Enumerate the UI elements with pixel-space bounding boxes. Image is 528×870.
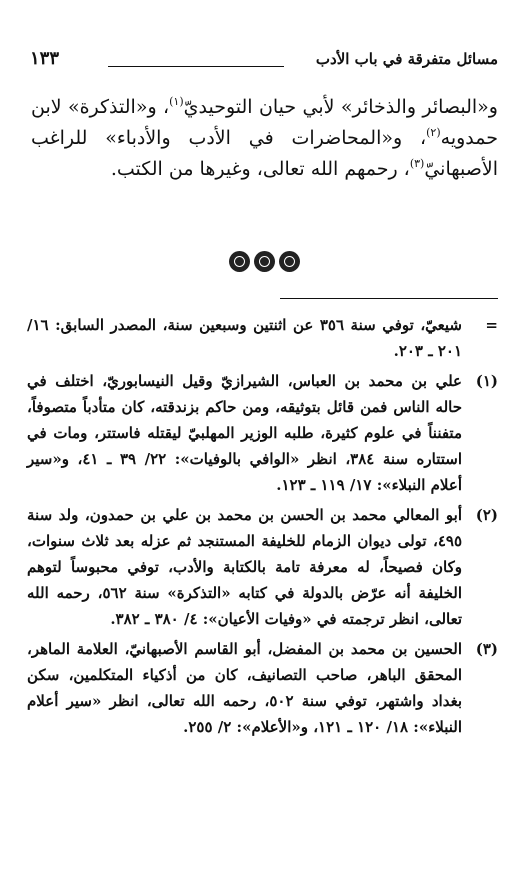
body-text-part-3: ، و«المحاضرات في الأدب والأدباء» للراغب الأصبهانيّ bbox=[31, 127, 498, 180]
footnote-1 bbox=[27, 368, 498, 498]
footnote-3 bbox=[27, 636, 498, 740]
footnote-text: شيعيّ، توفي سنة ٣٥٦ عن اثنتين وسبعين سنة، المصدر السابق: ١٦/ ٢٠١ ـ ٢٠٣. bbox=[27, 316, 462, 360]
footnote-marker: (١) bbox=[475, 372, 498, 390]
footnote-continued bbox=[27, 312, 498, 364]
body-text-part-2: ، و«التذكرة» لابن حمدويه bbox=[31, 96, 498, 149]
footnote-text: أبو المعالي محمد بن الحسن بن محمد بن علي بن حمدون، ولد سنة ٤٩٥، تولى ديوان الزمام للخليفة المستنجد ثم عزله بعد ثلاث سنوات، وكان فصيحاً، له معرفة تامة بالكتابة والأدب، توفي محبوساً لتوهم الخليفة أنه عرّض بالدولة في كتابه «التذكرة» سنة ٥٦٢، رحمه الله تعالى، انظر ترجمته في «وفيات الأعيان»: ٤/ ٣٨٠ ـ ٣٨٢. bbox=[27, 506, 462, 628]
footnote-marker: (٣) bbox=[475, 640, 498, 658]
footnotes bbox=[27, 312, 498, 744]
footnote-ref-3: (٣) bbox=[409, 157, 425, 170]
body-text-part-1: و«البصائر والذخائر» لأبي حيان التوحيديّ bbox=[183, 96, 498, 118]
footnote-2 bbox=[27, 502, 498, 632]
footnote-text: الحسين بن محمد بن المفضل، أبو القاسم الأصبهانيّ، العلامة الماهر، المحقق الباهر، صاحب التصانيف، كان من أذكياء المتكلمين، سكن بغداد واشتهر، توفي سنة ٥٠٢، رحمه الله تعالى، انظر «سير أعلام النبلاء»: ١٨/ ١٢٠ ـ ١٢١، و«الأعلام»: ٢/ ٢٥٥. bbox=[27, 640, 462, 736]
main-paragraph bbox=[31, 92, 498, 185]
running-header bbox=[30, 50, 498, 76]
header-title: مسائل متفرقة في باب الأدب bbox=[315, 50, 498, 68]
section-ornaments bbox=[0, 251, 528, 277]
header-rule bbox=[108, 66, 284, 67]
footnote-text: علي بن محمد بن العباس، الشيرازيّ وقيل النيسابوريّ، اختلف في حاله الناس فمن قائل بتوثيقه، ومن حاكم بزندقته، كان متأدباً متصوفاً، متفنناً في علوم كثيرة، طلبه الوزير المهلبيّ ليقتله فاستتر، ومات في استتاره سنة ٣٨٤، انظر «الوافي بالوفيات»: ٢٢/ ٣٩ ـ ٤١، و«سير أعلام النبلاء»: ١٧/ ١١٩ ـ ١٢٣. bbox=[27, 372, 462, 494]
ornament-icon bbox=[279, 251, 300, 272]
footnote-ref-1: (١) bbox=[169, 95, 184, 108]
page-number: ١٣٣ bbox=[30, 48, 60, 69]
footnote-separator bbox=[280, 298, 498, 299]
footnote-ref-2: (٢) bbox=[426, 126, 441, 139]
ornament-icon bbox=[229, 251, 250, 272]
footnote-marker: (٢) bbox=[475, 506, 498, 524]
ornament-icon bbox=[254, 251, 275, 272]
footnote-marker: = bbox=[485, 316, 498, 334]
body-text-part-4: ، رحمهم الله تعالى، وغيرها من الكتب. bbox=[110, 158, 410, 180]
